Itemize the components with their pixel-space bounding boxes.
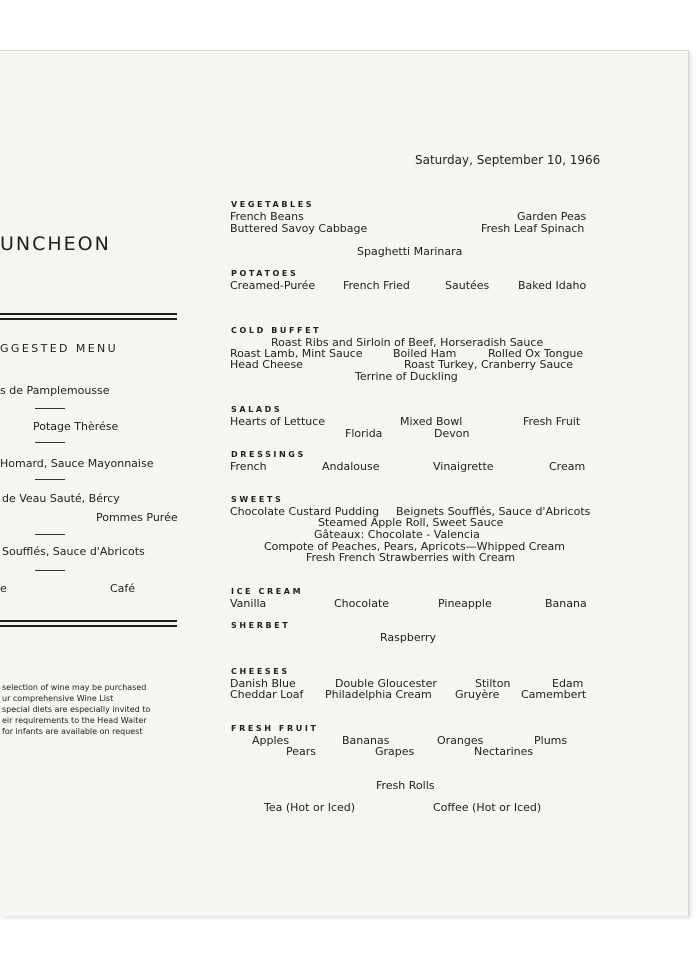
menu-item: Spaghetti Marinara — [357, 245, 463, 258]
menu-item: Raspberry — [380, 631, 436, 644]
menu-item: Roast Ribs and Sirloin of Beef, Horseradish Sauce — [271, 336, 544, 349]
menu-item: Camembert — [521, 688, 587, 701]
suggested-item: Soufflés, Sauce d'Abricots — [2, 545, 145, 558]
menu-item: Beignets Soufflés, Sauce d'Abricots — [396, 505, 591, 518]
menu-item: Buttered Savoy Cabbage — [230, 222, 368, 235]
dressings-heading: DRESSINGS — [231, 450, 306, 459]
salads-heading: SALADS — [231, 405, 283, 414]
menu-item: Boiled Ham — [393, 347, 457, 360]
suggested-item: s de Pamplemousse — [0, 384, 110, 397]
menu-item: Cheddar Loaf — [230, 688, 304, 701]
menu-item: Fresh Leaf Spinach — [481, 222, 585, 235]
suggested-item: e — [0, 582, 7, 595]
item-separator — [35, 479, 65, 480]
menu-item: French Fried — [343, 279, 410, 292]
item-separator — [35, 534, 65, 535]
menu-item: Apples — [252, 734, 290, 747]
menu-item: Compote of Peaches, Pears, Apricots—Whipped Cream — [264, 540, 565, 553]
menu-item: Stilton — [475, 677, 511, 690]
suggested-menu-heading: GGESTED MENU — [0, 342, 119, 355]
menu-item: Oranges — [437, 734, 484, 747]
menu-item: Head Cheese — [230, 358, 303, 371]
menu-item: Plums — [534, 734, 568, 747]
menu-item: Creamed-Purée — [230, 279, 316, 292]
menu-item: French — [230, 460, 267, 473]
menu-item: Terrine of Duckling — [355, 370, 458, 383]
menu-item: Coffee (Hot or Iced) — [433, 801, 542, 814]
ice-cream-heading: ICE CREAM — [231, 587, 304, 596]
menu-item: Philadelphia Cream — [325, 688, 432, 701]
luncheon-title: UNCHEON — [0, 233, 111, 255]
menu-item: Hearts of Lettuce — [230, 415, 326, 428]
menu-item: Gâteaux: Chocolate - Valencia — [314, 528, 480, 541]
menu-item: Cream — [549, 460, 586, 473]
fine-print-line: special diets are especially invited to — [2, 705, 151, 714]
sherbet-heading: SHERBET — [231, 621, 291, 630]
menu-item: Devon — [434, 427, 470, 440]
fine-print-line: ur comprehensive Wine List — [2, 694, 114, 703]
menu-item: Garden Peas — [517, 210, 587, 223]
menu-item: Florida — [345, 427, 383, 440]
bottom-double-rule-2 — [0, 625, 177, 627]
suggested-item: Pommes Purée — [96, 511, 178, 524]
item-separator — [35, 570, 65, 571]
menu-item: Edam — [552, 677, 584, 690]
menu-item: Pineapple — [438, 597, 492, 610]
menu-item: Fresh French Strawberries with Cream — [306, 551, 516, 564]
menu-page — [0, 50, 689, 916]
menu-item: Chocolate — [334, 597, 390, 610]
menu-item: Baked Idaho — [518, 279, 587, 292]
bottom-double-rule-1 — [0, 620, 177, 622]
menu-item: Fresh Rolls — [376, 779, 435, 792]
top-double-rule-2 — [0, 318, 177, 320]
suggested-item: Homard, Sauce Mayonnaise — [0, 457, 154, 470]
cheeses-heading: CHEESES — [231, 667, 290, 676]
fine-print-line: selection of wine may be purchased — [2, 683, 147, 692]
menu-item: Rolled Ox Tongue — [488, 347, 584, 360]
fine-print-line: eir requirements to the Head Waiter — [2, 716, 147, 725]
cold-buffet-heading: COLD BUFFET — [231, 326, 322, 335]
menu-item: Roast Lamb, Mint Sauce — [230, 347, 363, 360]
menu-date: Saturday, September 10, 1966 — [415, 153, 601, 167]
menu-item: Tea (Hot or Iced) — [264, 801, 356, 814]
menu-item: Banana — [545, 597, 587, 610]
item-separator — [35, 408, 65, 409]
menu-item: Steamed Apple Roll, Sweet Sauce — [318, 516, 504, 529]
suggested-item: de Veau Sauté, Bércy — [2, 492, 120, 505]
menu-item: Pears — [286, 745, 317, 758]
fresh-fruit-heading: FRESH FRUIT — [231, 724, 319, 733]
menu-item: Grapes — [375, 745, 415, 758]
menu-item: Bananas — [342, 734, 390, 747]
fine-print-line: for infants are available on request — [2, 727, 143, 736]
menu-item: Mixed Bowl — [400, 415, 463, 428]
suggested-item: Café — [110, 582, 136, 595]
menu-item: Gruyère — [455, 688, 500, 701]
menu-item: French Beans — [230, 210, 304, 223]
menu-item: Double Gloucester — [335, 677, 437, 690]
potatoes-heading: POTATOES — [231, 269, 299, 278]
item-separator — [35, 442, 65, 443]
top-double-rule-1 — [0, 313, 177, 315]
suggested-item: Potage Thèrése — [33, 420, 119, 433]
menu-item: Roast Turkey, Cranberry Sauce — [404, 358, 573, 371]
menu-item: Vanilla — [230, 597, 267, 610]
menu-item: Andalouse — [322, 460, 380, 473]
menu-item: Vinaigrette — [433, 460, 494, 473]
sweets-heading: SWEETS — [231, 495, 284, 504]
menu-item: Nectarines — [474, 745, 534, 758]
menu-item: Chocolate Custard Pudding — [230, 505, 380, 518]
vegetables-heading: VEGETABLES — [231, 200, 315, 209]
menu-item: Danish Blue — [230, 677, 296, 690]
menu-item: Fresh Fruit — [523, 415, 581, 428]
menu-item: Sautées — [445, 279, 490, 292]
